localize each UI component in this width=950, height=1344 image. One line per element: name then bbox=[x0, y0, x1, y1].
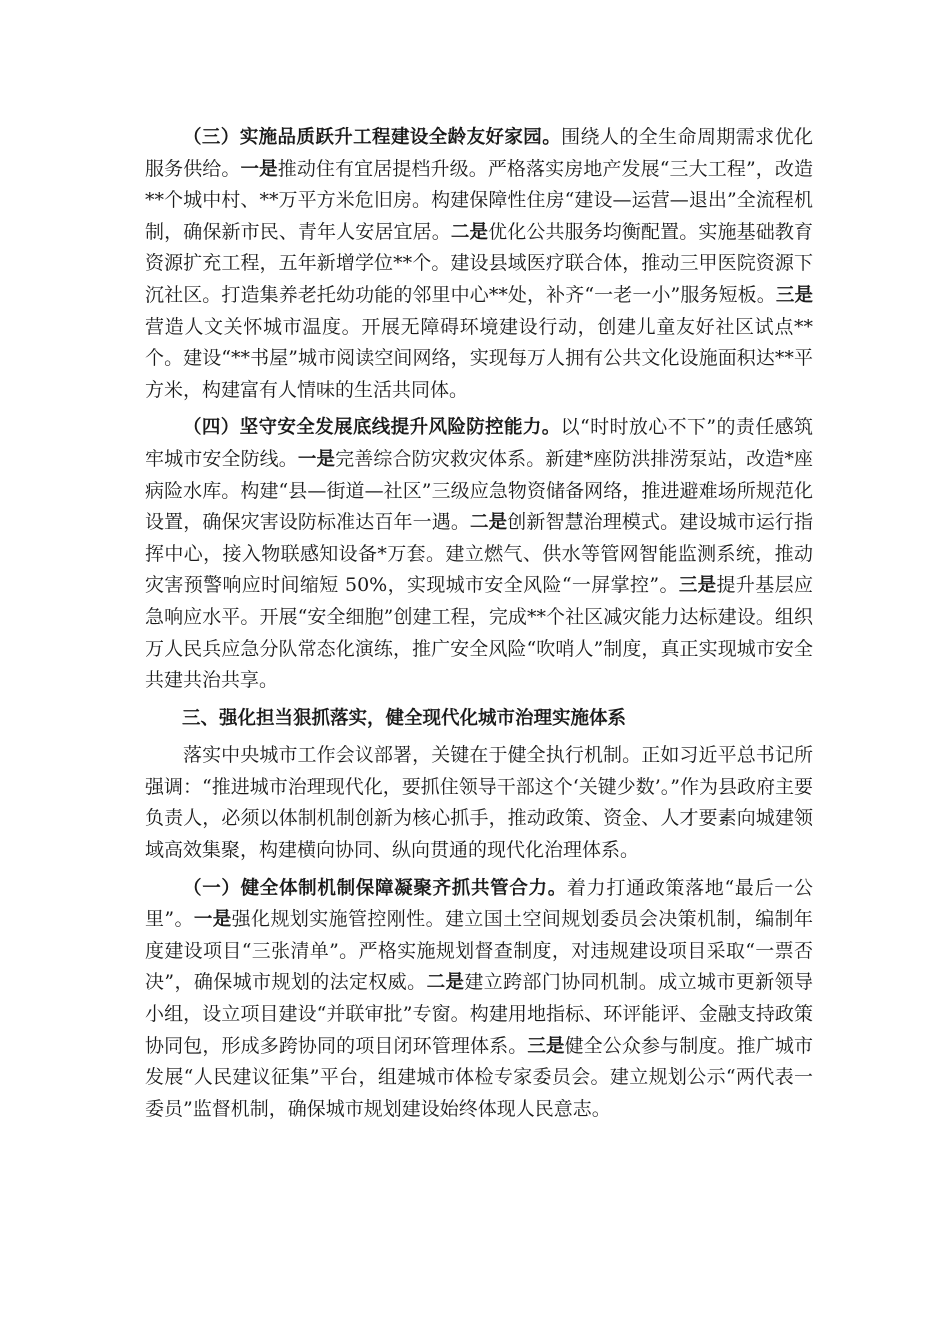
keyword-third: 三是 bbox=[678, 575, 717, 597]
text-segment: 落实中央城市工作会议部署，关键在于健全执行机制。正如习近平总书记所强调：“推进城市治理现代化，要抓住领导干部这个‘关键少数’。”作为县政府主要负责人，必须以体制机制创新为核心抓手，推动政策、资金、人才要素向城建领域高效集聚，构建横向协同、纵向贯通的现代化治理体系。 bbox=[145, 744, 814, 862]
keyword-second: 二是 bbox=[469, 512, 508, 534]
text-segment: 以“时时放心不下”的责任感筑牢城市安全防线。 bbox=[145, 416, 813, 470]
paragraph-section-3 bbox=[145, 122, 813, 406]
text-segment: 优化公共服务均衡配置。实施基础教育资源扩充工程，五年新增学位**个。建设县域医疗联合体，推动三甲医院资源下沉社区。打造集养老托幼功能的邻里中心**处，补齐“一老一小”服务短板。 bbox=[145, 220, 813, 306]
paragraph-subsection-1 bbox=[145, 873, 813, 1126]
section-heading-3: （三）实施品质跃升工程建设全龄友好家园。 bbox=[183, 127, 562, 148]
keyword-second: 二是 bbox=[426, 972, 465, 994]
subsection-heading-1: （一）健全体制机制保障凝聚齐抓共管合力。 bbox=[183, 877, 567, 899]
keyword-first: 一是 bbox=[240, 158, 278, 180]
keyword-second: 二是 bbox=[450, 221, 489, 243]
text-segment: 提升基层应急响应水平。开展“安全细胞”创建工程，完成**个社区减灾能力达标建设。组织万人民兵应急分队常态化演练，推广安全风险“吹哨人”制度，真正实现城市安全共建共治共享。 bbox=[145, 574, 813, 692]
text-segment: 创新智慧治理模式。建设城市运行指挥中心，接入物联感知设备*万套。建立燃气、供水等管网智能监测系统，推动灾害预警响应时间缩短 50%，实现城市安全风险“一屏掌控”。 bbox=[145, 511, 813, 597]
text-segment: 建立跨部门协同机制。成立城市更新领导小组，设立项目建设“并联审批”专窗。构建用地指标、环评能评、金融支持政策协同包，形成多跨协同的项目闭环管理体系。 bbox=[145, 971, 813, 1057]
paragraph-intro bbox=[145, 740, 813, 866]
keyword-first: 一是 bbox=[297, 448, 336, 470]
text-segment: 围绕人的全生命周期需求优化服务供给。 bbox=[145, 126, 813, 180]
keyword-third: 三是 bbox=[775, 284, 813, 306]
section-heading-4: （四）坚守安全发展底线提升风险防控能力。 bbox=[183, 417, 561, 439]
text-segment: 推动住有宜居提档升级。严格落实房地产发展“三大工程”，改造**个城中村、**万平方米危旧房。构建保障性住房“建设—运营—退出”全流程机制，确保新市民、青年人安居宜居。 bbox=[145, 157, 813, 243]
paragraph-section-4 bbox=[145, 412, 813, 696]
document-body bbox=[145, 122, 813, 1125]
text-segment: 完善综合防灾救灾体系。新建*座防洪排涝泵站，改造*座病险水库。构建“县—街道—社区”三级应急物资储备网络，推进避难场所规范化设置，确保灾害设防标准达百年一遇。 bbox=[145, 447, 813, 534]
chapter-heading-3: 三、强化担当狠抓落实，健全现代化城市治理实施体系 bbox=[182, 707, 627, 729]
text-segment: 强化规划实施管控刚性。建立国土空间规划委员会决策机制，编制年度建设项目“三张清单”。严格实施规划督查制度，对违规建设项目采取“一票否决”，确保城市规划的法定权威。 bbox=[145, 908, 813, 994]
text-segment: 着力打通政策落地“最后一公里”。 bbox=[145, 876, 813, 931]
text-segment: 营造人文关怀城市温度。开展无障碍环境建设行动，创建儿童友好社区试点**个。建设“**书屋”城市阅读空间网络，实现每万人拥有公共文化设施面积达**平方米，构建富有人情味的生活共同体。 bbox=[145, 315, 813, 401]
text-segment: 健全公众参与制度。推广城市发展“人民建议征集”平台，组建城市体检专家委员会。建立规划公示“两代表一委员”监督机制，确保城市规划建设始终体现人民意志。 bbox=[145, 1034, 813, 1120]
keyword-third: 三是 bbox=[527, 1035, 565, 1057]
keyword-first: 一是 bbox=[193, 909, 232, 931]
